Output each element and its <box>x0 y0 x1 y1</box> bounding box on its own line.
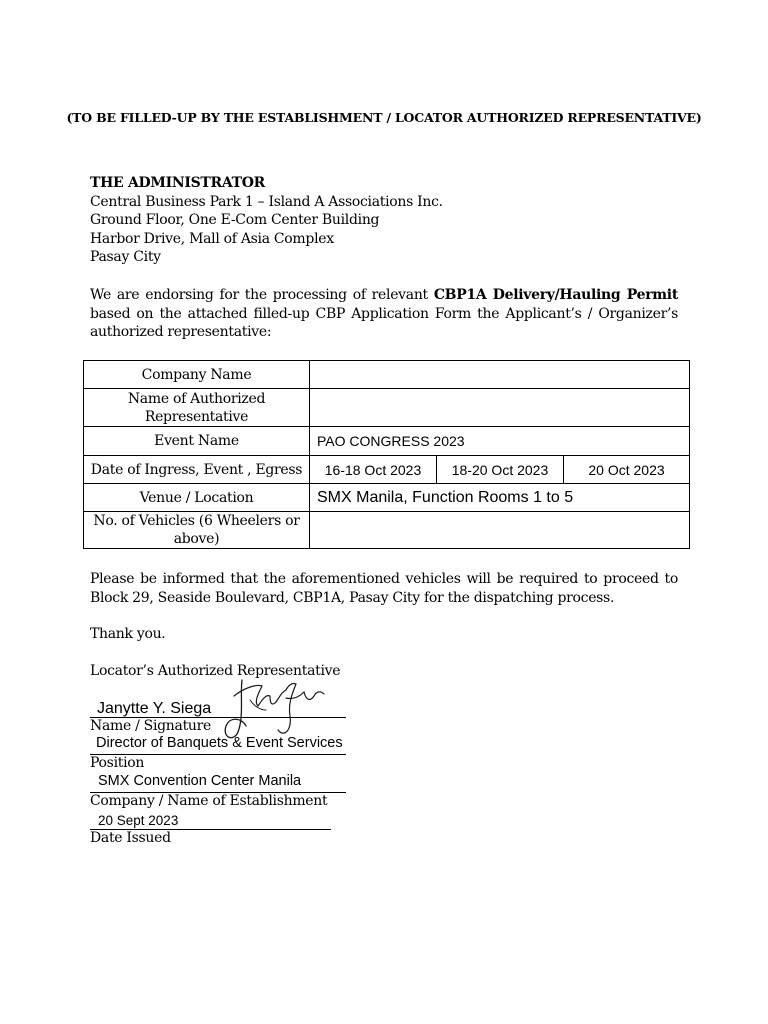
addressee-block <box>90 174 443 267</box>
egress-date: 20 Oct 2023 <box>564 456 690 484</box>
authorized-rep-value <box>310 389 690 427</box>
authorized-rep-label: Name of Authorized Representative <box>84 389 310 427</box>
permit-name: CBP1A Delivery/Hauling Permit <box>433 287 678 303</box>
form-heading: (TO BE FILLED-UP BY THE ESTABLISHMENT / LOCATOR AUTHORIZED REPRESENTATIVE) <box>66 110 702 125</box>
vehicles-value <box>310 512 690 549</box>
table-row <box>84 427 690 456</box>
table-row <box>84 389 690 427</box>
table-row <box>84 361 690 389</box>
signature-block-title: Locator’s Authorized Representative <box>90 663 341 679</box>
venue-value: SMX Manila, Function Rooms 1 to 5 <box>310 484 690 512</box>
name-signature-label: Name / Signature <box>90 718 211 734</box>
table-row <box>84 456 690 484</box>
date-issued-label: Date Issued <box>90 830 171 846</box>
intro-text-end: based on the attached filled-up CBP Application Form the Applicant’s / Organizer’s authorized representative: <box>90 305 678 340</box>
thanks-text: Thank you. <box>90 626 166 642</box>
ingress-date: 16-18 Oct 2023 <box>310 456 437 484</box>
intro-text-start: We are endorsing for the processing of relevant <box>90 287 434 303</box>
event-date: 18-20 Oct 2023 <box>437 456 564 484</box>
event-name-label: Event Name <box>84 427 310 456</box>
representative-name: Janytte Y. Siega <box>97 700 212 717</box>
table-row <box>84 512 690 549</box>
event-name-value: PAO CONGRESS 2023 <box>310 427 690 456</box>
vehicles-label: No. of Vehicles (6 Wheelers or above) <box>84 512 310 549</box>
address-line-2: Ground Floor, One E-Com Center Building <box>90 212 380 228</box>
company-label: Company / Name of Establishment <box>90 793 328 809</box>
address-line-3: Harbor Drive, Mall of Asia Complex <box>90 230 334 247</box>
position-value: Director of Banquets & Event Services <box>96 735 343 751</box>
position-label: Position <box>90 755 145 771</box>
venue-label: Venue / Location <box>84 484 310 512</box>
company-value: SMX Convention Center Manila <box>98 773 302 789</box>
address-line-1: Central Business Park 1 – Island A Associations Inc. <box>90 193 443 210</box>
dates-label: Date of Ingress, Event , Egress <box>84 456 310 484</box>
handwritten-signature <box>220 676 330 746</box>
intro-paragraph <box>90 286 678 342</box>
address-line-4: Pasay City <box>90 249 161 265</box>
company-name-value <box>310 361 690 389</box>
company-name-label: Company Name <box>84 361 310 389</box>
date-value: 20 Sept 2023 <box>98 813 179 828</box>
notice-paragraph: Please be informed that the aforementioned vehicles will be required to proceed to Block 29, Seaside Boulevard, CBP1A, Pasay City for the dispatching process. <box>90 571 678 606</box>
details-table <box>83 360 690 549</box>
addressee-title: THE ADMINISTRATOR <box>90 175 265 191</box>
table-row <box>84 484 690 512</box>
